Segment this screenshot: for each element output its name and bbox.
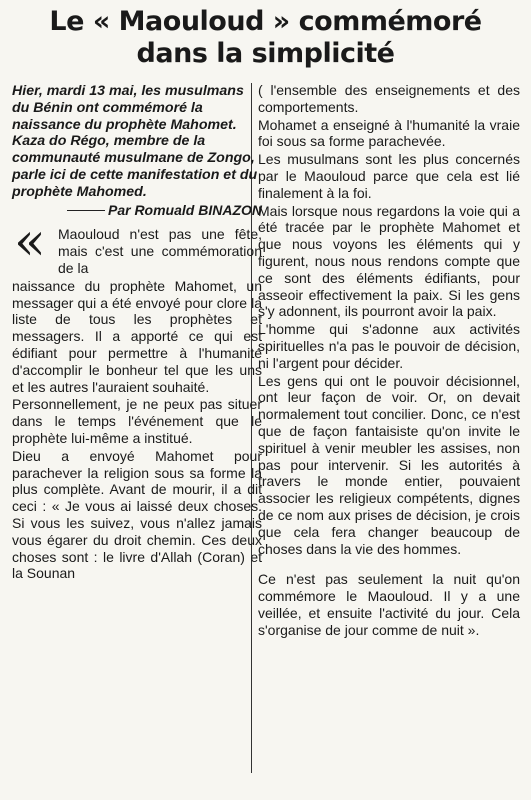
left-column <box>12 83 262 583</box>
byline <box>12 202 262 219</box>
paragraph-10: Ce n'est pas seulement la nuit qu'on commémore le Maouloud. Il y a une veillée, et ensuite l'activité du jour. Cela s'organise de jour comme de nuit ». <box>258 571 520 638</box>
headline-line-2: dans la simplicité <box>136 38 395 69</box>
paragraph-8: L'homme qui s'adonne aux activités spirituelles n'a pas le pouvoir de décision, ni l'argent pour décider. <box>258 321 520 371</box>
chapeau: Hier, mardi 13 mai, les musulmans du Bénin ont commémoré la naissance du prophète Mahomet. Kaza do Régo, membre de la communauté musulmane de Zongo, parle ici de cette manifestation et du prophète Mahomed. <box>12 83 258 200</box>
opening-quote-mark: « <box>14 212 46 273</box>
headline-line-1: Le « Maouloud » commémoré <box>49 6 482 37</box>
paragraph-7: Mais lorsque nous regardons la voie qui a été tracée par le prophète Mahomet et que nous voyons les éléments qui y figurent, nous nous rendons compte que ce sont des éléments édifiants, pour asseoir effectivement la paix. Si les gens s'y adonnent, ils pourront avoir la paix. <box>258 202 520 320</box>
headline <box>0 6 531 70</box>
paragraph-6: Les musulmans sont les plus concernés par le Maouloud parce que cela est lié finalement à la foi. <box>258 151 520 201</box>
byline-text: Par Romuald BINAZON <box>107 201 262 218</box>
byline-rule <box>67 210 105 211</box>
paragraph-9: Les gens qui ont le pouvoir décisionnel, ont leur façon de voir. Or, on devait normalement tout concilier. Donc, ce n'est que de façon fantaisiste qu'on invite le spirituel à venir meubler les assises, non pas pour intervenir. Si les autorités à travers le monde entier, pouvaient associer les religieux compétents, dignes de ce nom aux prises de décision, je crois que cela fera changer beaucoup de choses dans la vie des hommes. <box>258 372 520 557</box>
paragraph-1-continued: naissance du prophète Mahomet, un messager qui a été envoyé pour clore la liste de tous les prophètes et messagers. Il a apporté ce qui est édifiant pour permettre à l'humanité d'accomplir le bonheur tel que les uns et les autres l'auraient souhaité. <box>12 277 262 395</box>
article-body-left <box>12 212 262 582</box>
paragraph-4: ( l'ensemble des enseignements et des comportements. <box>258 82 520 115</box>
paragraph-5: Mohamet a enseigné à l'humanité la vraie foi sous sa forme parachevée. <box>258 116 520 150</box>
lead-paragraph <box>12 212 262 276</box>
lead-paragraph-start: Maouloud n'est pas une fête, mais c'est une commémoration de la <box>58 226 262 276</box>
right-column <box>258 82 520 640</box>
paragraph-3: Dieu a envoyé Mahomet pour parachever la religion sous sa forme la plus complète. Avant de mourir, il a dit ceci : « Je vous ai laissé deux choses. Si vous les suivez, vous n'allez jamais vous égarer du droit chemin. Ces deux choses sont : le livre d'Allah (Coran) et la Sounan <box>12 447 262 582</box>
paragraph-2: Personnellement, je ne peux pas situer dans le temps l'événement que le prophète lui-même a institué. <box>12 396 262 446</box>
